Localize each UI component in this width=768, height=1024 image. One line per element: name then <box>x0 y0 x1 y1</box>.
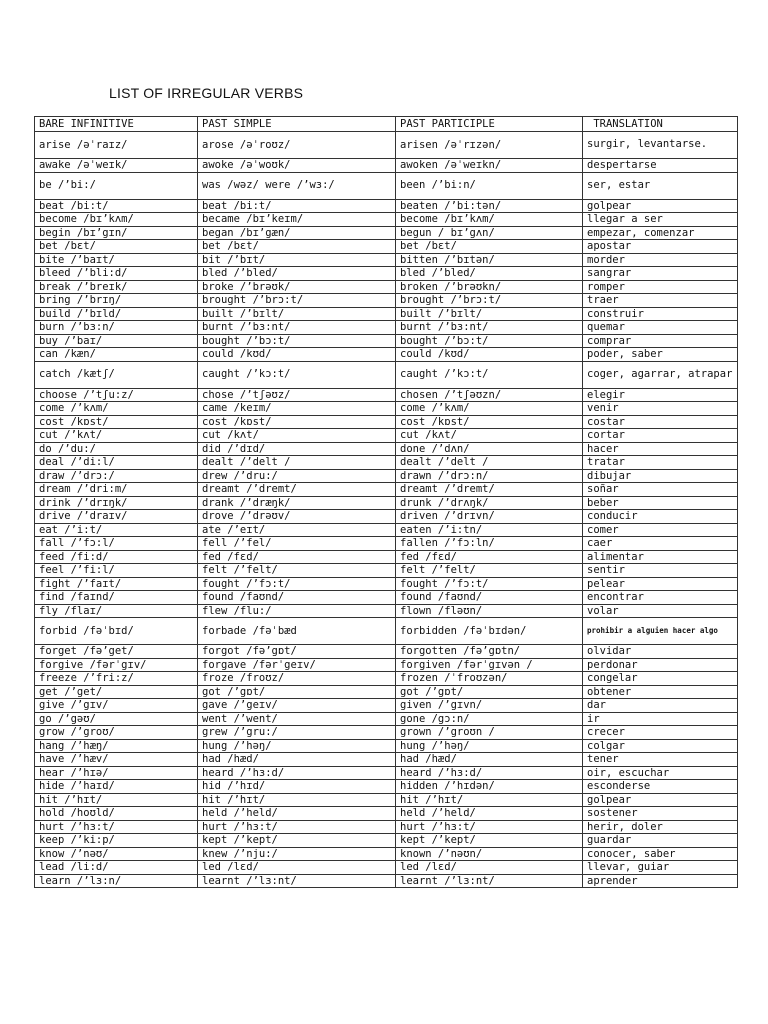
past-simple-cell: forbade /fəˈbæd <box>198 618 396 645</box>
table-row <box>35 402 738 416</box>
past-simple-cell: burnt /’bɜ:nt/ <box>198 321 396 335</box>
bare-infinitive-cell: dream /’dri:m/ <box>35 483 198 497</box>
translation-cell: elegir <box>583 388 738 402</box>
past-participle-cell: awoken /əˈweɪkn/ <box>396 159 583 173</box>
translation-cell: congelar <box>583 672 738 686</box>
past-participle-cell: grown /’groʊn / <box>396 726 583 740</box>
table-row <box>35 321 738 335</box>
past-participle-cell: beaten /’bi:tən/ <box>396 199 583 213</box>
bare-infinitive-cell: arise /əˈraɪz/ <box>35 132 198 159</box>
translation-cell: volar <box>583 604 738 618</box>
past-participle-cell: caught /’kɔ:t/ <box>396 361 583 388</box>
past-participle-cell: done /’dʌn/ <box>396 442 583 456</box>
past-simple-cell: held /’held/ <box>198 807 396 821</box>
table-row <box>35 861 738 875</box>
translation-cell: empezar, comenzar <box>583 226 738 240</box>
table-row <box>35 537 738 551</box>
past-participle-cell: hung /’həŋ/ <box>396 739 583 753</box>
past-participle-cell: fed /fɛd/ <box>396 550 583 564</box>
past-simple-cell: drove /’drəʊv/ <box>198 510 396 524</box>
bare-infinitive-cell: fly /flaɪ/ <box>35 604 198 618</box>
table-row <box>35 604 738 618</box>
table-row <box>35 793 738 807</box>
past-participle-cell: known /’nəʊn/ <box>396 847 583 861</box>
bare-infinitive-cell: keep /’ki:p/ <box>35 834 198 848</box>
bare-infinitive-cell: bet /bɛt/ <box>35 240 198 254</box>
past-participle-cell: built /’bɪlt/ <box>396 307 583 321</box>
past-simple-cell: knew /’nju:/ <box>198 847 396 861</box>
past-simple-cell: kept /’kept/ <box>198 834 396 848</box>
bare-infinitive-cell: hit /’hɪt/ <box>35 793 198 807</box>
bare-infinitive-cell: eat /’i:t/ <box>35 523 198 537</box>
table-row <box>35 807 738 821</box>
past-simple-cell: ate /’eɪt/ <box>198 523 396 537</box>
bare-infinitive-cell: cost /kɒst/ <box>35 415 198 429</box>
past-simple-cell: fell /’fel/ <box>198 537 396 551</box>
past-simple-cell: brought /’brɔ:t/ <box>198 294 396 308</box>
table-row <box>35 564 738 578</box>
past-participle-cell: could /kʊd/ <box>396 348 583 362</box>
translation-cell: tratar <box>583 456 738 470</box>
table-row <box>35 645 738 659</box>
table-row <box>35 240 738 254</box>
bare-infinitive-cell: hurt /’hɜ:t/ <box>35 820 198 834</box>
translation-cell: golpear <box>583 793 738 807</box>
past-participle-cell: arisen /əˈrɪzən/ <box>396 132 583 159</box>
translation-cell: caer <box>583 537 738 551</box>
past-simple-cell: could /kʊd/ <box>198 348 396 362</box>
past-participle-cell: fallen /’fɔ:ln/ <box>396 537 583 551</box>
table-row <box>35 415 738 429</box>
translation-cell: beber <box>583 496 738 510</box>
table-row <box>35 483 738 497</box>
table-row <box>35 253 738 267</box>
table-row <box>35 307 738 321</box>
translation-cell: llevar, guiar <box>583 861 738 875</box>
table-row <box>35 469 738 483</box>
table-row <box>35 550 738 564</box>
bare-infinitive-cell: feed /fi:d/ <box>35 550 198 564</box>
translation-cell: ser, estar <box>583 172 738 199</box>
past-simple-cell: bought /’bɔ:t/ <box>198 334 396 348</box>
past-participle-cell: kept /’kept/ <box>396 834 583 848</box>
translation-cell: pelear <box>583 577 738 591</box>
past-simple-cell: beat /bi:t/ <box>198 199 396 213</box>
past-simple-cell: began /bɪ’gæn/ <box>198 226 396 240</box>
past-simple-cell: hid /’hɪd/ <box>198 780 396 794</box>
table-row <box>35 847 738 861</box>
bare-infinitive-cell: hold /hoʊld/ <box>35 807 198 821</box>
bare-infinitive-cell: deal /’di:l/ <box>35 456 198 470</box>
past-participle-cell: felt /’felt/ <box>396 564 583 578</box>
table-row <box>35 618 738 645</box>
translation-cell: crecer <box>583 726 738 740</box>
bare-infinitive-cell: can /kæn/ <box>35 348 198 362</box>
bare-infinitive-cell: do /’du:/ <box>35 442 198 456</box>
translation-cell: construir <box>583 307 738 321</box>
past-participle-cell: bet /bɛt/ <box>396 240 583 254</box>
past-participle-cell: got /’gɒt/ <box>396 685 583 699</box>
translation-cell: obtener <box>583 685 738 699</box>
table-row <box>35 874 738 888</box>
past-participle-cell: come /’kʌm/ <box>396 402 583 416</box>
translation-cell: conducir <box>583 510 738 524</box>
past-simple-cell: cost /kɒst/ <box>198 415 396 429</box>
table-row <box>35 726 738 740</box>
table-body <box>35 132 738 888</box>
bare-infinitive-cell: break /’breɪk/ <box>35 280 198 294</box>
irregular-verbs-table <box>34 116 738 888</box>
table-row <box>35 523 738 537</box>
document-title: LIST OF IRREGULAR VERBS <box>109 85 304 101</box>
past-simple-cell: gave /’geɪv/ <box>198 699 396 713</box>
translation-cell: comer <box>583 523 738 537</box>
translation-cell: colgar <box>583 739 738 753</box>
past-participle-cell: gone /gɔ:n/ <box>396 712 583 726</box>
past-participle-cell: brought /’brɔ:t/ <box>396 294 583 308</box>
table-row <box>35 510 738 524</box>
table-row <box>35 591 738 605</box>
past-participle-cell: begun / bɪ’gʌn/ <box>396 226 583 240</box>
table-header-row <box>35 117 738 132</box>
table-row <box>35 334 738 348</box>
past-simple-cell: bled /’bled/ <box>198 267 396 281</box>
past-participle-cell: eaten /’i:tn/ <box>396 523 583 537</box>
bare-infinitive-cell: learn /’lɜ:n/ <box>35 874 198 888</box>
table-row <box>35 361 738 388</box>
past-simple-cell: hit /’hɪt/ <box>198 793 396 807</box>
past-simple-cell: did /’dɪd/ <box>198 442 396 456</box>
table-row <box>35 348 738 362</box>
past-simple-cell: bet /bɛt/ <box>198 240 396 254</box>
past-participle-cell: drawn /’drɔ:n/ <box>396 469 583 483</box>
table-row <box>35 820 738 834</box>
past-participle-cell: driven /’drɪvn/ <box>396 510 583 524</box>
table-row <box>35 388 738 402</box>
translation-cell: venir <box>583 402 738 416</box>
past-simple-cell: froze /froʊz/ <box>198 672 396 686</box>
bare-infinitive-cell: awake /əˈweɪk/ <box>35 159 198 173</box>
bare-infinitive-cell: drive /’draɪv/ <box>35 510 198 524</box>
bare-infinitive-cell: fall /’fɔ:l/ <box>35 537 198 551</box>
past-simple-cell: found /faʊnd/ <box>198 591 396 605</box>
past-participle-cell: bled /’bled/ <box>396 267 583 281</box>
bare-infinitive-cell: catch /kætʃ/ <box>35 361 198 388</box>
bare-infinitive-cell: know /’nəʊ/ <box>35 847 198 861</box>
past-participle-cell: hurt /’hɜ:t/ <box>396 820 583 834</box>
past-participle-cell: flown /fləʊn/ <box>396 604 583 618</box>
past-participle-cell: become /bɪ’kʌm/ <box>396 213 583 227</box>
bare-infinitive-cell: forbid /fəˈbɪd/ <box>35 618 198 645</box>
header-bare-infinitive: BARE INFINITIVE <box>35 117 198 132</box>
translation-cell: costar <box>583 415 738 429</box>
bare-infinitive-cell: bleed /’bli:d/ <box>35 267 198 281</box>
past-simple-cell: got /’gɒt/ <box>198 685 396 699</box>
table-row <box>35 753 738 767</box>
bare-infinitive-cell: lead /li:d/ <box>35 861 198 875</box>
translation-cell: prohibir a alguien hacer algo <box>583 618 738 645</box>
table-row <box>35 213 738 227</box>
table-row <box>35 280 738 294</box>
past-simple-cell: fought /’fɔ:t/ <box>198 577 396 591</box>
past-participle-cell: hidden /’hɪdən/ <box>396 780 583 794</box>
translation-cell: sostener <box>583 807 738 821</box>
past-simple-cell: awoke /əˈwoʊk/ <box>198 159 396 173</box>
past-participle-cell: chosen /’tʃəʊzn/ <box>396 388 583 402</box>
table-row <box>35 685 738 699</box>
past-participle-cell: found /faʊnd/ <box>396 591 583 605</box>
past-simple-cell: drew /’dru:/ <box>198 469 396 483</box>
translation-cell: ir <box>583 712 738 726</box>
translation-cell: olvidar <box>583 645 738 659</box>
bare-infinitive-cell: come /’kʌm/ <box>35 402 198 416</box>
translation-cell: surgir, levantarse. <box>583 132 738 159</box>
past-participle-cell: held /’held/ <box>396 807 583 821</box>
table-row <box>35 456 738 470</box>
past-participle-cell: led /lɛd/ <box>396 861 583 875</box>
past-participle-cell: drunk /’drʌŋk/ <box>396 496 583 510</box>
past-participle-cell: heard /’hɜ:d/ <box>396 766 583 780</box>
translation-cell: conocer, saber <box>583 847 738 861</box>
translation-cell: soñar <box>583 483 738 497</box>
translation-cell: sentir <box>583 564 738 578</box>
past-participle-cell: cut /kʌt/ <box>396 429 583 443</box>
past-simple-cell: forgave /fərˈgeɪv/ <box>198 658 396 672</box>
past-simple-cell: became /bɪ’keɪm/ <box>198 213 396 227</box>
table-row <box>35 442 738 456</box>
past-simple-cell: had /hæd/ <box>198 753 396 767</box>
translation-cell: morder <box>583 253 738 267</box>
past-simple-cell: dreamt /’dremt/ <box>198 483 396 497</box>
past-participle-cell: cost /kɒst/ <box>396 415 583 429</box>
table-row <box>35 199 738 213</box>
bare-infinitive-cell: freeze /’fri:z/ <box>35 672 198 686</box>
past-simple-cell: hurt /’hɜ:t/ <box>198 820 396 834</box>
bare-infinitive-cell: bite /’baɪt/ <box>35 253 198 267</box>
translation-cell: quemar <box>583 321 738 335</box>
past-simple-cell: heard /’hɜ:d/ <box>198 766 396 780</box>
translation-cell: tener <box>583 753 738 767</box>
past-participle-cell: had /hæd/ <box>396 753 583 767</box>
past-simple-cell: flew /flu:/ <box>198 604 396 618</box>
table-row <box>35 712 738 726</box>
past-participle-cell: fought /’fɔ:t/ <box>396 577 583 591</box>
past-participle-cell: dealt /’delt / <box>396 456 583 470</box>
translation-cell: golpear <box>583 199 738 213</box>
past-simple-cell: was /wəz/ were /’wɜ:/ <box>198 172 396 199</box>
bare-infinitive-cell: find /faɪnd/ <box>35 591 198 605</box>
bare-infinitive-cell: buy /’baɪ/ <box>35 334 198 348</box>
translation-cell: cortar <box>583 429 738 443</box>
bare-infinitive-cell: go /’gəʊ/ <box>35 712 198 726</box>
past-participle-cell: forgiven /fərˈgɪvən / <box>396 658 583 672</box>
past-participle-cell: hit /’hɪt/ <box>396 793 583 807</box>
past-simple-cell: arose /əˈroʊz/ <box>198 132 396 159</box>
past-participle-cell: forbidden /fəˈbɪdən/ <box>396 618 583 645</box>
table-row <box>35 132 738 159</box>
bare-infinitive-cell: bring /’brɪŋ/ <box>35 294 198 308</box>
table-row <box>35 672 738 686</box>
table-row <box>35 766 738 780</box>
table-row <box>35 780 738 794</box>
translation-cell: perdonar <box>583 658 738 672</box>
past-participle-cell: been /’bi:n/ <box>396 172 583 199</box>
past-participle-cell: given /’gɪvn/ <box>396 699 583 713</box>
table-row <box>35 496 738 510</box>
header-translation: TRANSLATION <box>583 117 738 132</box>
translation-cell: sangrar <box>583 267 738 281</box>
past-simple-cell: grew /’gru:/ <box>198 726 396 740</box>
past-participle-cell: learnt /’lɜ:nt/ <box>396 874 583 888</box>
bare-infinitive-cell: beat /bi:t/ <box>35 199 198 213</box>
table-row <box>35 834 738 848</box>
bare-infinitive-cell: become /bɪ’kʌm/ <box>35 213 198 227</box>
translation-cell: dar <box>583 699 738 713</box>
translation-cell: dibujar <box>583 469 738 483</box>
header-past-simple: PAST SIMPLE <box>198 117 396 132</box>
past-simple-cell: chose /’tʃəʊz/ <box>198 388 396 402</box>
translation-cell: romper <box>583 280 738 294</box>
bare-infinitive-cell: hide /’haɪd/ <box>35 780 198 794</box>
past-participle-cell: dreamt /’dremt/ <box>396 483 583 497</box>
bare-infinitive-cell: forget /fə’get/ <box>35 645 198 659</box>
bare-infinitive-cell: forgive /fərˈgɪv/ <box>35 658 198 672</box>
past-simple-cell: drank /’dræŋk/ <box>198 496 396 510</box>
past-simple-cell: caught /’kɔ:t/ <box>198 361 396 388</box>
translation-cell: herir, doler <box>583 820 738 834</box>
past-simple-cell: felt /’felt/ <box>198 564 396 578</box>
past-participle-cell: frozen /ˈfroʊzən/ <box>396 672 583 686</box>
bare-infinitive-cell: begin /bɪ’gɪn/ <box>35 226 198 240</box>
translation-cell: coger, agarrar, atrapar <box>583 361 738 388</box>
bare-infinitive-cell: drink /’drɪŋk/ <box>35 496 198 510</box>
table-row <box>35 658 738 672</box>
table-row <box>35 294 738 308</box>
table-row <box>35 739 738 753</box>
past-simple-cell: bit /’bɪt/ <box>198 253 396 267</box>
table-row <box>35 429 738 443</box>
bare-infinitive-cell: have /’hæv/ <box>35 753 198 767</box>
table-row <box>35 577 738 591</box>
header-past-participle: PAST PARTICIPLE <box>396 117 583 132</box>
table-row <box>35 267 738 281</box>
translation-cell: hacer <box>583 442 738 456</box>
past-participle-cell: broken /’brəʊkn/ <box>396 280 583 294</box>
past-simple-cell: forgot /fə’gɒt/ <box>198 645 396 659</box>
past-participle-cell: forgotten /fə’gɒtn/ <box>396 645 583 659</box>
past-simple-cell: hung /’həŋ/ <box>198 739 396 753</box>
translation-cell: traer <box>583 294 738 308</box>
bare-infinitive-cell: grow /’groʊ/ <box>35 726 198 740</box>
bare-infinitive-cell: feel /’fi:l/ <box>35 564 198 578</box>
table-row <box>35 172 738 199</box>
past-simple-cell: came /keɪm/ <box>198 402 396 416</box>
bare-infinitive-cell: draw /’drɔ:/ <box>35 469 198 483</box>
translation-cell: guardar <box>583 834 738 848</box>
translation-cell: apostar <box>583 240 738 254</box>
translation-cell: esconderse <box>583 780 738 794</box>
bare-infinitive-cell: fight /’faɪt/ <box>35 577 198 591</box>
translation-cell: despertarse <box>583 159 738 173</box>
translation-cell: encontrar <box>583 591 738 605</box>
translation-cell: oir, escuchar <box>583 766 738 780</box>
table-row <box>35 699 738 713</box>
bare-infinitive-cell: hear /’hɪə/ <box>35 766 198 780</box>
past-participle-cell: bought /’bɔ:t/ <box>396 334 583 348</box>
past-simple-cell: fed /fɛd/ <box>198 550 396 564</box>
table-row <box>35 226 738 240</box>
past-simple-cell: went /’went/ <box>198 712 396 726</box>
past-participle-cell: burnt /’bɜ:nt/ <box>396 321 583 335</box>
past-simple-cell: built /’bɪlt/ <box>198 307 396 321</box>
translation-cell: llegar a ser <box>583 213 738 227</box>
translation-cell: comprar <box>583 334 738 348</box>
past-simple-cell: led /lɛd/ <box>198 861 396 875</box>
translation-cell: alimentar <box>583 550 738 564</box>
past-participle-cell: bitten /’bɪtən/ <box>396 253 583 267</box>
past-simple-cell: cut /kʌt/ <box>198 429 396 443</box>
bare-infinitive-cell: build /’bɪld/ <box>35 307 198 321</box>
bare-infinitive-cell: choose /’tʃu:z/ <box>35 388 198 402</box>
past-simple-cell: dealt /’delt / <box>198 456 396 470</box>
translation-cell: poder, saber <box>583 348 738 362</box>
bare-infinitive-cell: cut /’kʌt/ <box>35 429 198 443</box>
bare-infinitive-cell: give /’gɪv/ <box>35 699 198 713</box>
bare-infinitive-cell: burn /’bɜ:n/ <box>35 321 198 335</box>
past-simple-cell: learnt /’lɜ:nt/ <box>198 874 396 888</box>
table-row <box>35 159 738 173</box>
translation-cell: aprender <box>583 874 738 888</box>
bare-infinitive-cell: be /’bi:/ <box>35 172 198 199</box>
past-simple-cell: broke /’brəʊk/ <box>198 280 396 294</box>
bare-infinitive-cell: get /’get/ <box>35 685 198 699</box>
bare-infinitive-cell: hang /’hæŋ/ <box>35 739 198 753</box>
